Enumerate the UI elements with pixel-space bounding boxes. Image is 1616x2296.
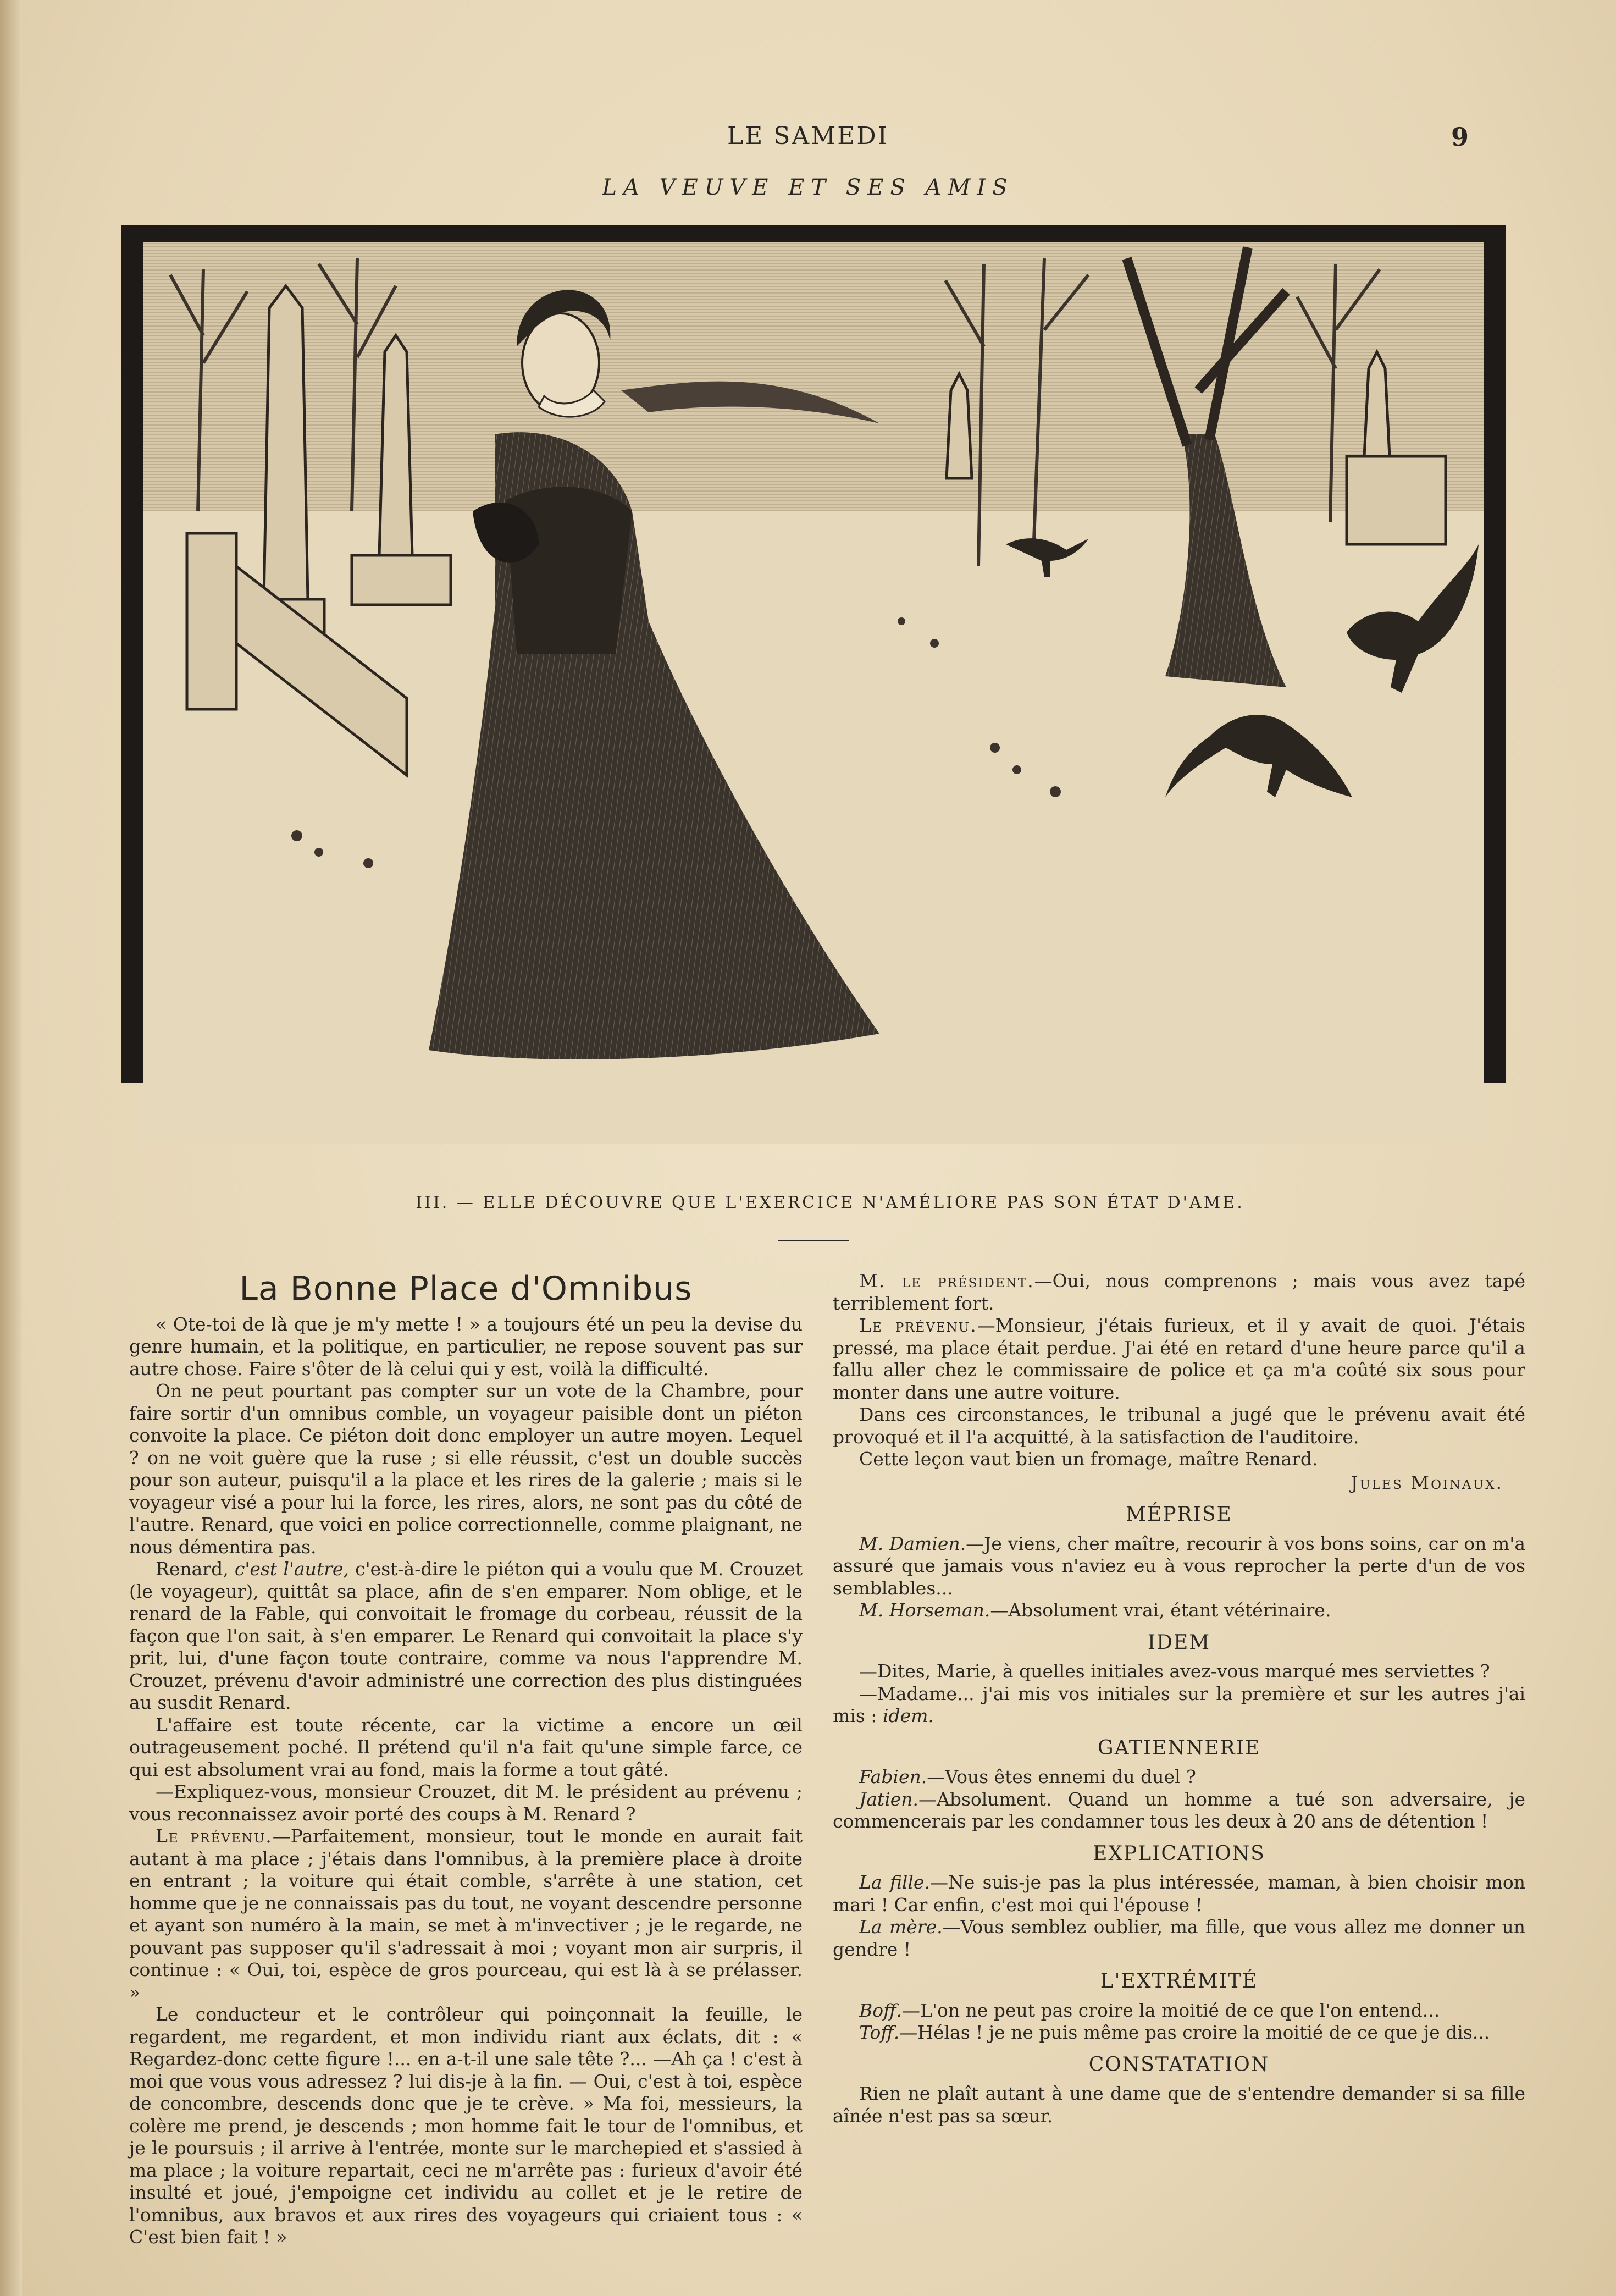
article-byline: Jules Moinaux.: [1351, 1471, 1503, 1493]
article-title: La Bonne Place d'Omnibus: [239, 1270, 693, 1308]
page-number: 9: [1451, 122, 1469, 152]
joke-line: La mère.—Vous semblez oublier, ma fille, que vous allez me donner un gendre !: [833, 1916, 1525, 1960]
article-paragraph: M. le président.—Oui, nous comprenons ; mais vous avez tapé terriblement fort.: [833, 1270, 1525, 1314]
joke-line: —Madame... j'ai mis vos initiales sur la première et sur les autres j'ai mis : idem.: [833, 1682, 1525, 1726]
running-head: LE SAMEDI: [727, 122, 889, 150]
joke-line: Jatien.—Absolument. Quand un homme a tué son adversaire, je commencerais par les condamner tous les deux à 20 ans de détention !: [833, 1788, 1525, 1832]
joke-line: M. Horseman.—Absolument vrai, étant vétérinaire.: [859, 1599, 1331, 1621]
joke-line: Toff.—Hélas ! je ne puis même pas croire la moitié de ce que je dis...: [859, 2022, 1490, 2043]
illustration-caption: III. — ELLE DÉCOUVRE QUE L'EXERCICE N'AMÉLIORE PAS SON ÉTAT D'AME.: [416, 1193, 1244, 1212]
article-paragraph: Le prévenu.—Monsieur, j'étais furieux, et il y avait de quoi. J'étais pressé, ma place était perdue. J'ai été en retard d'une heure parce qu'il a fallu aller chez le commissaire de police et ça m'a coûté six sous pour monter dans une autre voiture.: [833, 1315, 1525, 1403]
article-paragraph: Renard, c'est l'autre, c'est-à-dire le piéton qui a voulu que M. Crouzet (le voyageur), quittât sa place, afin de s'en emparer. Nom oblige, et le renard de la Fable, qui convoitait le fromage du corbeau, réussit de la façon que l'on sait, à s'en emparer. Le Renard qui convoitait la place s'y prit, lui, d'une façon toute contraire, comme va nous l'apprendre M. Crouzet, prévenu d'avoir administré une correction des plus distinguées au susdit Renard.: [129, 1558, 803, 1713]
joke-line: Fabien.—Vous êtes ennemi du duel ?: [859, 1766, 1196, 1787]
joke-extremite: [833, 1971, 1525, 2044]
article-paragraph: Le conducteur et le contrôleur qui poinçonnait la feuille, le regardent, me regardent, et mon individu riant aux éclats, dit : « Regardez-donc cette figure !... en a-t-il une sale tête ?... —Ah ça ! c'est à moi que vous vous adressez ? lui dis-je à la fin. — Oui, c'est à toi, espèce de concombre, descends donc que je te crève. » Ma foi, messieurs, la colère me prend, je descends ; mon homme fait le tour de l'omnibus, et je le poursuis ; il arrive à l'entrée, monte sur le marchepied et s'assied à ma place ; la voiture repartait, ceci ne m'arrête pas : furieux d'avoir été insulté et joué, j'empoigne cet individu au collet et je le retire de l'omnibus, aux bravos et aux rires des voyageurs qui criaient tous : « C'est bien fait ! »: [129, 2004, 803, 2248]
caption-divider: [778, 1240, 849, 1241]
article-paragraph: —Expliquez-vous, monsieur Crouzet, dit M. le président au prévenu ; vous reconnaissez avoir porté des coups à M. Renard ?: [129, 1781, 803, 1825]
joke-heading: GATIENNERIE: [1097, 1736, 1261, 1759]
article-paragraph: « Ote-toi de là que je m'y mette ! » a toujours été un peu la devise du genre humain, et la politique, en particulier, ne repose souvent pas sur autre chose. Faire s'ôter de là celui qui y est, voilà la difficulté.: [129, 1313, 803, 1379]
article-column-right: [833, 1270, 1525, 2127]
joke-line: —Dites, Marie, à quelles initiales avez-vous marqué mes serviettes ?: [859, 1660, 1490, 1682]
joke-heading: IDEM: [1147, 1631, 1211, 1654]
article-column-left: [129, 1270, 803, 2249]
article-paragraph: Le prévenu.—Parfaitement, monsieur, tout le monde en aurait fait autant à ma place ; j'étais dans l'omnibus, à la première place à droite en entrant ; la voiture qui était comble, s'arrête à une station, cet homme que je ne connaissais pas du tout, ne voyant descendre personne et ayant son numéro à la main, se met à m'invectiver ; je le regarde, ne pouvant pas supposer qu'il s'adressait à moi ; voyant mon air surpris, il continue : « Oui, toi, espèce de gros pourceau, qui est là à se prélasser. »: [129, 1825, 803, 2003]
binding-edge: [0, 0, 22, 2296]
joke-line: Boff.—L'on ne peut pas croire la moitié de ce que l'on entend...: [859, 1999, 1440, 2021]
joke-heading: MÉPRISE: [1126, 1503, 1232, 1526]
joke-heading: EXPLICATIONS: [1093, 1842, 1265, 1865]
joke-idem: [833, 1632, 1525, 1727]
joke-heading: CONSTATATION: [1088, 2053, 1270, 2076]
joke-line: Rien ne plaît autant à une dame que de s'entendre demander si sa fille aînée n'est pas sa sœur.: [833, 2083, 1525, 2127]
joke-gatiennerie: [833, 1737, 1525, 1833]
joke-line: La fille.—Ne suis-je pas la plus intéressée, maman, à bien choisir mon mari ! Car enfin, c'est moi qui l'épouse !: [833, 1872, 1525, 1916]
article-paragraph: Dans ces circonstances, le tribunal a jugé que le prévenu avait été provoqué et il l'a acquitté, à la satisfaction de l'auditoire.: [833, 1404, 1525, 1448]
article-paragraph: L'affaire est toute récente, car la victime a encore un œil outrageusement poché. Il prétend qu'il n'a fait qu'une simple farce, ce qui est absolument vrai au fond, mais la forme a tout gâté.: [129, 1714, 803, 1780]
article-paragraph: On ne peut pourtant pas compter sur un vote de la Chambre, pour faire sortir d'un omnibus comble, un voyageur paisible dont un piéton convoite la place. Ce piéton doit donc employer un autre moyen. Lequel ? on ne voit guère que la ruse ; si elle réussit, c'est un double succès pour son auteur, puisqu'il a la place et les rires de la galerie ; mais si le voyageur visé a pour lui la force, les rires, alors, ne sont pas du côté de l'autre. Renard, que voici en police correctionnelle, comme plaignant, ne nous démentira pas.: [129, 1380, 803, 1558]
joke-meprise: [833, 1504, 1525, 1622]
joke-line: M. Damien.—Je viens, cher maître, recourir à vos bons soins, car on m'a assuré que jamais vous n'aviez eu à vous reprocher la perte d'un de vos semblables...: [833, 1532, 1525, 1599]
joke-constatation: [833, 2054, 1525, 2128]
joke-heading: L'EXTRÉMITÉ: [1100, 1970, 1258, 1993]
joke-explications: [833, 1843, 1525, 1961]
series-title: LA VEUVE ET SES AMIS: [602, 175, 1014, 200]
article-paragraph: Cette leçon vaut bien un fromage, maître Renard.: [859, 1448, 1318, 1470]
cemetery-widow-illustration: [121, 225, 1506, 1149]
